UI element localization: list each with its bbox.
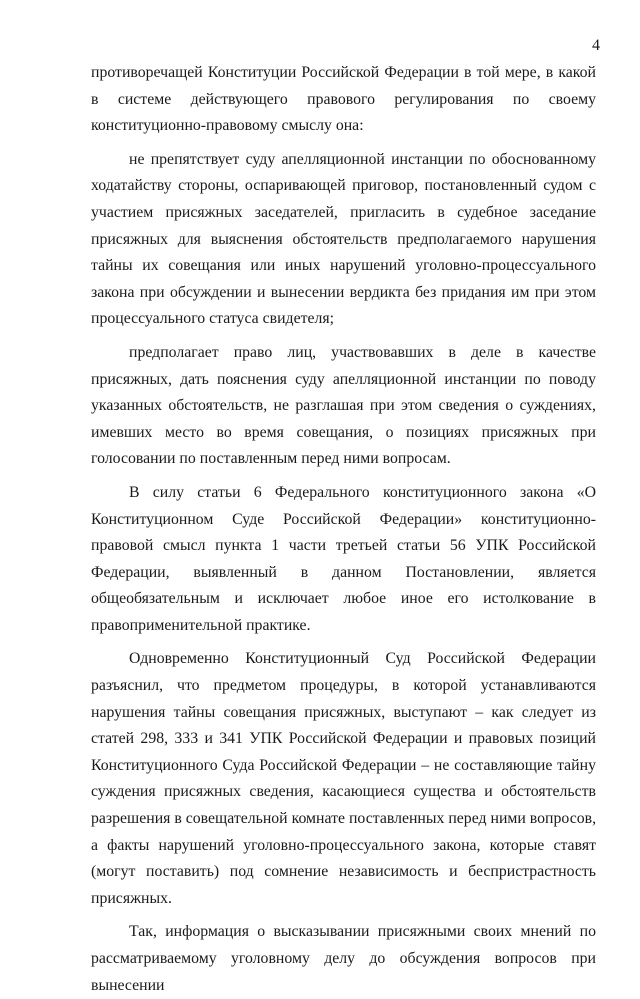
document-body — [91, 60, 596, 999]
paragraph-clarification: Одновременно Конституционный Суд Российской Федерации разъяснил, что предметом процедуры, в которой устанавливаются нарушения тайны совещания присяжных, выступают – как следует из статей 298, 333 и 341 УПК Российской Федерации и правовых позиций Конституционного Суда Российской Федерации – не составляющие тайну суждения присяжных сведения, касающиеся существа и обстоятельств разрешения в совещательной комнате поставленных перед ними вопросов, а факты нарушений уголовно-процессуального закона, которые ставят (могут поставить) под сомнение независимость и беспристрастность присяжных. — [91, 650, 597, 907]
paragraph-continuation: Так, информация о высказывании присяжными своих мнений по рассматриваемому уголовному делу до обсуждения вопросов при вынесении — [91, 923, 596, 994]
paragraph-item-2: предполагает право лиц, участвовавших в деле в качестве присяжных, дать пояснения суду апелляционной инстанции по поводу указанных обстоятельств, не разглашая при этом сведения о суждениях, имевших место во время совещания, о позициях присяжных при голосовании по поставленным перед ними вопросам. — [91, 343, 596, 468]
page-number: 4 — [592, 37, 600, 54]
paragraph-legal-force: В силу статьи 6 Федерального конституционного закона «О Конституционном Суде Российской Федерации» конституционно-правовой смысл пункта 1 части третьей статьи 56 УПК Российской Федерации, выявленный в данном Постановлении, является общеобязательным и исключает любое иное его истолкование в правоприменительной практике. — [91, 483, 596, 634]
paragraph-intro: противоречащей Конституции Российской Федерации в той мере, в какой в системе действующего правового регулирования по своему конституционно-правовому смыслу она: — [91, 64, 596, 135]
paragraph-item-1: не препятствует суду апелляционной инстанции по обоснованному ходатайству стороны, оспаривающей приговор, постановленный судом с участием присяжных заседателей, пригласить в судебное заседание присяжных для выяснения обстоятельств предполагаемого нарушения тайны их совещания или иных нарушений уголовно-процессуального закона при обсуждении и вынесении вердикта без придания им при этом процессуального статуса свидетеля; — [91, 150, 596, 328]
